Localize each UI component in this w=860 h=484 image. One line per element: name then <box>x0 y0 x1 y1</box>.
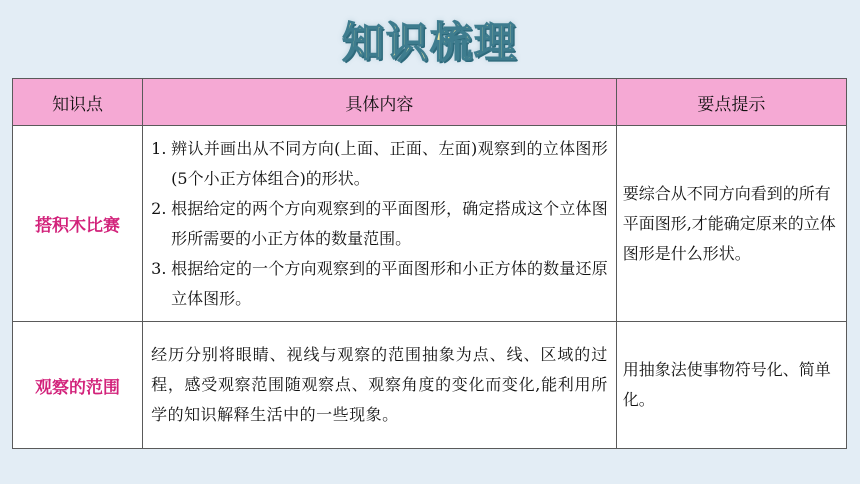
content-paragraph: 经历分别将眼睛、视线与观察的范围抽象为点、线、区域的过程，感受观察范围随观察点、观察角度的变化而变化,能利用所学的知识解释生活中的一些现象。 <box>151 345 608 424</box>
list-item <box>151 254 608 314</box>
knowledge-table <box>12 78 847 449</box>
tip-cell: 用抽象法使事物符号化、简单化。 <box>616 322 846 449</box>
list-item <box>151 134 608 194</box>
topic-cell: 搭积木比赛 <box>13 126 143 322</box>
page-title: 知识梳理 <box>341 18 518 67</box>
content-cell <box>143 126 617 322</box>
topic-cell: 观察的范围 <box>13 322 143 449</box>
header-content: 具体内容 <box>143 79 617 126</box>
item-number: 2. <box>151 198 167 218</box>
table-row <box>13 126 847 322</box>
tip-cell: 要综合从不同方向看到的所有平面图形,才能确定原来的立体图形是什么形状。 <box>616 126 846 322</box>
item-number: 1. <box>151 138 167 158</box>
item-text: 辨认并画出从不同方向(上面、正面、左面)观察到的立体图形(5个小正方体组合)的形状。 <box>171 138 608 188</box>
item-number: 3. <box>151 258 167 278</box>
item-text: 根据给定的一个方向观察到的平面图形和小正方体的数量还原立体图形。 <box>171 258 608 308</box>
header-tips: 要点提示 <box>616 79 846 126</box>
item-text: 根据给定的两个方向观察到的平面图形，确定搭成这个立体图形所需要的小正方体的数量范围。 <box>171 198 608 248</box>
table-header-row <box>13 79 847 126</box>
header-knowledge-point: 知识点 <box>13 79 143 126</box>
table-row <box>13 322 847 449</box>
list-item <box>151 194 608 254</box>
content-cell <box>143 322 617 449</box>
